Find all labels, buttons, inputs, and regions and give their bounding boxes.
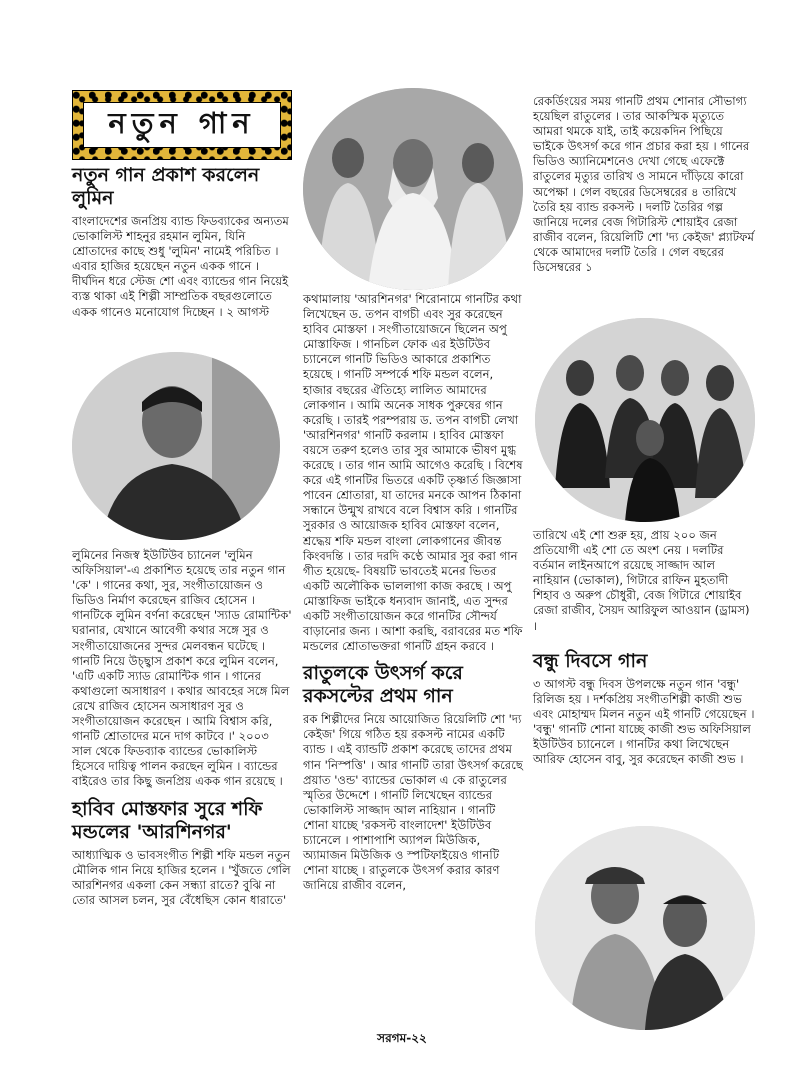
section-banner bbox=[72, 90, 292, 160]
kazi-shuvo-milon-image bbox=[535, 826, 755, 1030]
column-1 bbox=[72, 164, 292, 320]
paragraph-bondhu: ৩ আগস্ট বন্ধু দিবস উপলক্ষে নতুন গান 'বন্ধু' রিলিজ হয় । দর্শকপ্রিয় সংগীতশিল্পী কাজী শুভ এবং মোহাম্মদ মিলন নতুন এই গানটি গেয়েছেন । 'বন্ধু' গানটি শোনা যাচ্ছে কাজী শুভ অফিসিয়াল ইউটিউব চ্যানেলে । গানটির কথা লিখেছেন আরিফ হোসেন বাবু, সুর করেছেন কাজী শুভ । bbox=[533, 676, 755, 767]
paragraph-lumin-song: লুমিনের নিজস্ব ইউটিউব চ্যানেল 'লুমিন অফিসিয়াল'-এ প্রকাশিত হয়েছে তার নতুন গান 'কে' । গানের কথা, সুর, সংগীতায়োজন ও ভিডিও নির্মাণ করেছেন রাজিব হোসেন । গানটিকে লুমিন বর্ণনা করেছেন 'স্যাড রোমান্টিক' ঘরানার, যেখানে আবেগী কথার সঙ্গে সুর ও সংগীতায়োজনের সুন্দর মেলবন্ধন ঘটেছে । গানটি নিয়ে উচ্ছ্বাস প্রকাশ করে লুমিন বলেন, 'এটি একটি স্যাড রোমান্টিক গান । গানের কথাগুলো অসাধারণ । কথার আবহের সঙ্গে মিল রেখে রাজিব হোসেন অসাধারণ সুর ও সংগীতায়োজন করেছেন । আমি বিশ্বাস করি, গানটি শ্রোতাদের মনে দাগ কাটবে ।' ২০০৩ সাল থেকে ফিডব্যাক ব্যান্ডের ভোকালিস্ট হিসেবে দায়িত্ব পালন করছেন লুমিন । ব্যান্ডের বাইরেও তার কিছু জনপ্রিয় একক গান রয়েছে । bbox=[72, 548, 292, 789]
headline-rocksalt: রাতুলকে উৎসর্গ করে রকসল্টের প্রথম গান bbox=[303, 662, 463, 708]
paragraph-arshinagar-intro: আধ্যাত্মিক ও ভাবসংগীত শিল্পী শফি মন্ডল নতুন মৌলিক গান নিয়ে হাজির হলেন । 'খুঁজতে গেলি আরশিনগর একলা কেন সন্ধ্যা রাতে? বুঝি না তোর আসল চলন, সুর বেঁধেছিস কোন ধারাতে' bbox=[72, 847, 291, 907]
column-2 bbox=[303, 292, 523, 893]
rocksalt-band-image bbox=[535, 318, 755, 522]
photo-kazi-shuvo-milon bbox=[535, 826, 755, 1030]
shafi-mondol-group-image bbox=[303, 88, 523, 290]
photo-lumin bbox=[72, 352, 280, 540]
photo-shafi-mondol bbox=[303, 88, 523, 290]
headline-bondhu: বন্ধু দিবসে গান bbox=[533, 649, 648, 672]
photo-rocksalt bbox=[535, 318, 755, 522]
page-number: সরগম-২২ bbox=[377, 1031, 427, 1045]
headline-arshinagar: হাবিব মোস্তফার সুরে শফি মন্ডলের 'আরশিনগর' bbox=[72, 797, 263, 843]
column-3 bbox=[533, 94, 755, 275]
section-banner-title: নতুন গান bbox=[83, 102, 281, 148]
column-3b bbox=[533, 528, 755, 767]
paragraph-rocksalt-lineup: তারিখে এই শো শুরু হয়, প্রায় ২০০ জন প্রতিযোগী এই শো তে অংশ নেয় । দলটির বর্তমান লাইনআপে রয়েছে সাজ্জাদ আল নাহিয়ান (ভোকাল), গিটারে রাফিন মুহতাদী শিহাব ও অরুপ চৌধুরী, বেজ গিটারে শোয়াইব রেজা রাজীব, সৈয়দ আরিফুল আওয়ান (ড্রামস) । bbox=[533, 528, 750, 633]
lumin-portrait-image bbox=[72, 352, 280, 540]
paragraph-lumin-intro: বাংলাদেশের জনপ্রিয় ব্যান্ড ফিডব্যাকের অন্যতম ভোকালিস্ট শাহনুর রহমান লুমিন, যিনি শ্রোতাদের কাছে শুধু 'লুমিন' নামেই পরিচিত । এবার হাজির হয়েছেন নতুন একক গানে । দীর্ঘদিন ধরে স্টেজ শো এবং ব্যান্ডের গান নিয়েই ব্যস্ত থাকা এই শিল্পী সাম্প্রতিক বছরগুলোতে একক গানেও মনোযোগ দিচ্ছেন । ২ আগস্ট bbox=[72, 214, 289, 319]
headline-lumin: নতুন গান প্রকাশ করলেন লুমিন bbox=[72, 164, 260, 209]
column-1b bbox=[72, 548, 292, 908]
paragraph-arshinagar-body: কথামালায় 'আরশিনগর' শিরোনামে গানটির কথা লিখেছেন ড. তপন বাগচী এবং সুর করেছেন হাবিব মোস্তফা । সংগীতায়োজনে ছিলেন অপু মোস্তাফিজ । গানচিল ফোক এর ইউটিউব চ্যানেলে গানটি ভিডিও আকারে প্রকাশিত হয়েছে । গানটি সম্পর্কে শফি মন্ডল বলেন, হাজার বছরের ঐতিহ্যে লালিত আমাদের লোকগান । আমি অনেক সাধক পুরুষের গান করেছি । তারই পরম্পরায় ড. তপন বাগচী লেখা 'আরশিনগর' গানটি করলাম । হাবিব মোস্তফা বয়সে তরুণ হলেও তার সুর আমাকে ভীষণ মুগ্ধ করেছে । তার গান আমি আগেও করেছি । বিশেষ করে এই গানটির ভিতরে একটি তৃষ্ণার্ত জিজ্ঞাসা পাবেন শ্রোতারা, যা তাদের মনকে আপন ঠিকানা সন্ধানে উন্মুখ রাখবে বলে বিশ্বাস করি । গানটির সুরকার ও আয়োজক হাবিব মোস্তফা বলেন, শ্রদ্ধেয় শফি মন্ডল বাংলা লোকগানের জীবন্ত কিংবদন্তি । তার দরদি কণ্ঠে আমার সুর করা গান গীত হয়েছে- বিষয়টি ভাবতেই মনের ভিতর একটি অলৌকিক ভাললাগা কাজ করছে । অপু মোস্তাফিজ ভাইকে ধন্যবাদ জানাই, এত সুন্দর একটি সংগীতায়োজন করে গানটির সৌন্দর্য বাড়ানোর জন্য । আশা করছি, বরাবরের মত শফি মন্ডলের শ্রোতাভক্তরা গানটি গ্রহন করবে । bbox=[303, 292, 523, 654]
paragraph-rocksalt-intro: রক শিল্পীদের নিয়ে আয়োজিত রিয়েলিটি শো 'দ্য কেইজ' গিয়ে গঠিত হয় রকসল্ট নামের একটি ব্যান্ড । এই ব্যান্ডটি প্রকাশ করেছে তাদের প্রথম গান 'নিস্পত্তি' । আর গানটি তারা উৎসর্গ করেছে প্রয়াত 'ওন্ড' ব্যান্ডের ভোকাল এ কে রাতুলের স্মৃতির উদ্দেশে । গানটি লিখেছেন ব্যান্ডের ভোকালিস্ট সাজ্জাদ আল নাহিয়ান । গানটি শোনা যাচ্ছে 'রকসল্ট বাংলাদেশ' ইউটিউব চ্যানেলে । পাশাপাশি অ্যাপল মিউজিক, অ্যামাজন মিউজিক ও স্পটিফাইয়েও গানটি শোনা যাচ্ছে । রাতুলকে উৎসর্গ করার কারণ জানিয়ে রাজীব বলেন, bbox=[303, 712, 523, 893]
paragraph-rocksalt-body: রেকর্ডিংয়ের সময় গানটি প্রথম শোনার সৌভাগ্য হয়েছিল রাতুলের । তার আকস্মিক মৃত্যুতে আমরা থমকে যাই, তাই কয়েকদিন পিছিয়ে ভাইকে উৎসর্গ করে গান প্রচার করা হয় । গানের ভিডিও অ্যানিমেশনেও দেখা গেছে এফেক্টে রাতুলের মৃত্যুর তারিখ ও সামনে দাঁড়িয়ে কারো অপেক্ষা । গেল বছরের ডিসেম্বরের ৪ তারিখে তৈরি হয় ব্যান্ড রকসল্ট । দলটি তৈরির গল্প জানিয়ে দলের বেজ গিটারিস্ট শোয়াইব রেজা রাজীব বলেন, রিয়েলিটি শো 'দ্য কেইজ' প্ল্যাটফর্ম থেকে আমাদের দলটি তৈরি । গেল বছরের ডিসেম্বরের ১ bbox=[533, 94, 754, 275]
